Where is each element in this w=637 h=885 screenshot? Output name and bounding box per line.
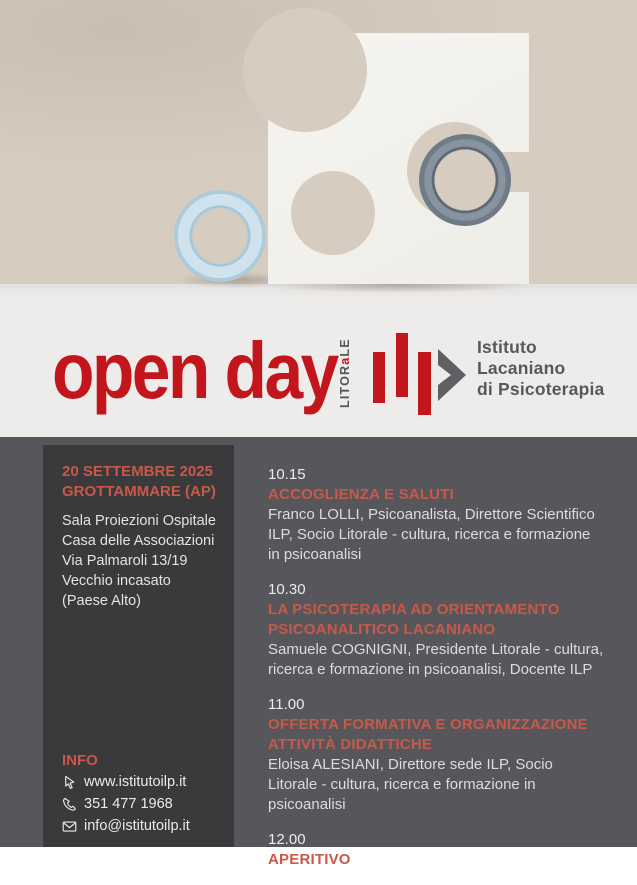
website-url[interactable]: www.istitutoilp.it [84,774,187,790]
litorale-prefix: LITOR [338,365,352,409]
item-time: 12.00 [268,831,306,848]
schedule-item [268,695,606,815]
info-heading: INFO [62,752,98,769]
venue-line: Sala Proiezioni Ospitale [62,513,216,529]
phone-link[interactable] [62,793,226,815]
tile-cutout-center [291,171,375,255]
item-time: 10.30 [268,581,306,598]
blue-ring [174,190,266,282]
item-title: APERITIVO [268,851,351,868]
email-address[interactable]: info@istitutoilp.it [84,818,190,834]
institute-line: di Psicoterapia [477,379,605,399]
venue-address [62,511,226,611]
institute-line: Istituto [477,337,537,357]
venue-line: Casa delle Associazioni [62,533,215,549]
tile-cutout-top [243,8,367,132]
item-description: Samuele COGNIGNI, Presidente Litorale - cultura, ricerca e formazione in psicoanalisi, Docente ILP [268,641,604,678]
litorale-accent: a [338,356,352,366]
institute-name [477,337,605,400]
schedule-item [268,465,606,565]
phone-icon [62,797,77,812]
item-description: Eloisa ALESIANI, Direttore sede ILP, Socio Litorale - cultura, ricerca e formazione in psicoanalisi [268,756,553,813]
event-panel [0,437,637,868]
venue-line: (Paese Alto) [62,593,141,609]
item-title: LA PSICOTERAPIA AD ORIENTAMENTO PSICOANALITICO LACANIANO [268,601,560,638]
ilp-bar-icon [396,333,408,397]
phone-number[interactable]: 351 477 1968 [84,796,173,812]
info-block [62,751,226,837]
item-time: 11.00 [268,696,305,713]
litorale-suffix: LE [338,338,352,357]
schedule-item [268,580,606,680]
envelope-icon [62,819,77,834]
email-link[interactable] [62,815,226,837]
item-title: OFFERTA FORMATIVA E ORGANIZZAZIONE ATTIVITÀ DIDATTICHE [268,716,588,753]
gray-ring [419,134,511,226]
event-location: GROTTAMMARE (AP) [62,483,216,500]
ilp-bar-icon [373,352,385,403]
item-time: 10.15 [268,466,306,483]
institute-line: Lacaniano [477,358,566,378]
chevron-right-icon [438,349,466,401]
item-title: ACCOGLIENZA E SALUTI [268,486,454,503]
venue-line: Vecchio incasato [62,573,171,589]
venue-line: Via Palmaroli 13/19 [62,553,188,569]
event-sidebar [43,445,234,847]
item-description: Franco LOLLI, Psicoanalista, Direttore Scientifico ILP, Socio Litorale - cultura, ricerca e formazione in psicoanalisi [268,506,595,563]
ilp-bar-icon [418,352,431,415]
poster-title: open day [52,326,337,415]
cursor-arrow-icon [62,775,77,790]
schedule-item [268,830,606,870]
website-link[interactable] [62,771,226,793]
event-date: 20 SETTEMBRE 2025 [62,463,213,480]
litorale-logo-text [338,330,355,417]
schedule [268,437,606,885]
